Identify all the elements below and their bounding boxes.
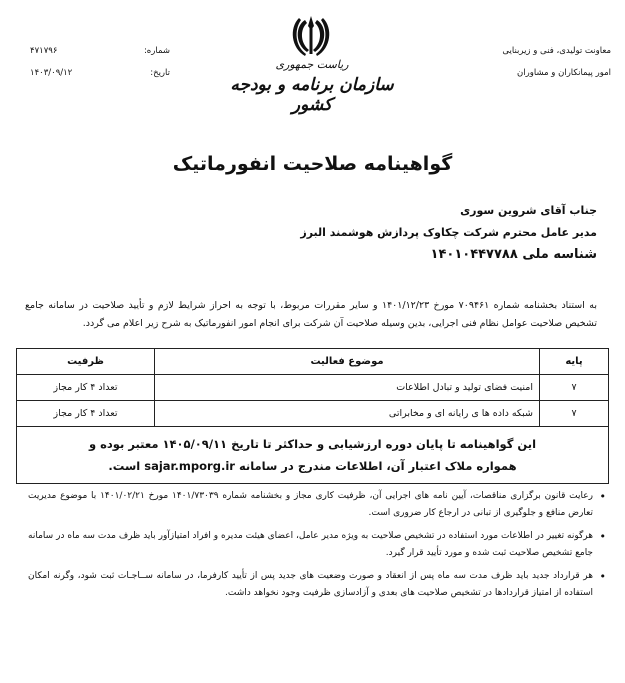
table-row	[17, 375, 609, 401]
note-item: • رعایت قانون برگزاری مناقصات، آیین نامه های اجرایی آن، ظرفیت کاری مجاز و بخشنامه شماره ۱۴۰۱/۷۳۰۳۹ مورخ ۱۴۰۱/۰۲/۲۱ با موضوع مدیریت تعارض منافع و جلوگیری از تبانی در ارجاع کار ضروری است.	[28, 488, 593, 522]
national-id: شناسه ملی ۱۴۰۱۰۴۴۷۷۸۸	[430, 247, 597, 262]
note-item: • هر قرارداد جدید باید ظرف مدت سه ماه پس از انعقاد و صورت وضعیت های جدید پس از تأیید کارفرما، در سامانه ســاجـات ثبت شود، وگرنه امکان استفاده از امتیاز قراردادها در تشخیص صلاحیت های بعدی و آزادسازی ظرفیت وجود نخواهد داشت.	[28, 568, 593, 602]
validity-cell	[17, 427, 609, 484]
department-line-1: معاونت تولیدی، فنی و زیربنایی	[502, 46, 611, 56]
row-capacity: تعداد ۴ کار مجاز	[17, 401, 155, 427]
row-subject: امنیت فضای تولید و تبادل اطلاعات	[155, 375, 540, 401]
organization-name: سازمان برنامه و بودجه کشور	[230, 75, 394, 115]
row-capacity: تعداد ۴ کار مجاز	[17, 375, 155, 401]
intro-paragraph: به استناد بخشنامه شماره ۷۰۹۴۶۱ مورخ ۱۴۰۱/۱۲/۲۳ و سایر مقررات مربوط، با توجه به احراز شرایط لازم و تأیید صلاحیت در سامانه جامع تشخیص صلاحیت عوامل نظام فنی اجرایی، بدین وسیله صلاحیت آن شرکت برای انجام امور انفورماتیک به شرح زیر اعلام می گردد.	[25, 300, 597, 329]
row-subject: شبکه داده ها ی رایانه ای و مخابراتی	[155, 401, 540, 427]
note-item: • هرگونه تغییر در اطلاعات مورد استفاده در تشخیص صلاحیت به ویژه مدیر عامل، اعضای هیئت مدیره و افراد امتیازآور باید ظرف مدت سه ماه در سامانه جامع تشخیص صلاحیت ثبت شده و مورد تأیید قرار گیرد.	[28, 528, 593, 562]
row-level: ۷	[540, 375, 609, 401]
addressee-block	[17, 200, 597, 266]
notes-list	[28, 488, 607, 608]
reference-block	[30, 40, 170, 84]
validity-line-1: این گواهینامه تا پایان دوره ارزشیابی و حداکثر تا تاریخ ۱۴۰۵/۰۹/۱۱ معتبر بوده و	[88, 437, 537, 451]
validity-line-2: همواره ملاک اعتبار آن، اطلاعات مندرج در سامانه sajar.mporg.ir است.	[108, 459, 517, 473]
addressee-position: مدیر عامل محترم شرکت چکاوک پردازش هوشمند البرز	[300, 226, 597, 239]
row-level: ۷	[540, 401, 609, 427]
header-capacity: ظرفیت	[17, 349, 155, 375]
table-header-row	[17, 349, 609, 375]
date-value: ۱۴۰۳/۰۹/۱۲	[30, 68, 73, 78]
validity-row	[17, 427, 609, 484]
qualification-table	[16, 348, 609, 484]
date-label: تاریخ:	[150, 68, 170, 78]
number-label: شماره:	[143, 46, 170, 56]
header-subject: موضوع فعالیت	[155, 349, 540, 375]
iran-emblem-icon	[287, 14, 335, 58]
department-line-2: امور پیمانکاران و مشاوران	[517, 68, 611, 78]
addressee-name: جناب آقای شروین سوری	[460, 204, 597, 217]
table-row	[17, 401, 609, 427]
number-value: ۴۷۱۷۹۶	[30, 46, 58, 56]
page-title: گواهینامه صلاحیت انفورماتیک	[172, 153, 453, 175]
presidency-label: ریاست جمهوری	[275, 58, 349, 71]
department-block	[461, 40, 611, 84]
header-level: پایه	[540, 349, 609, 375]
